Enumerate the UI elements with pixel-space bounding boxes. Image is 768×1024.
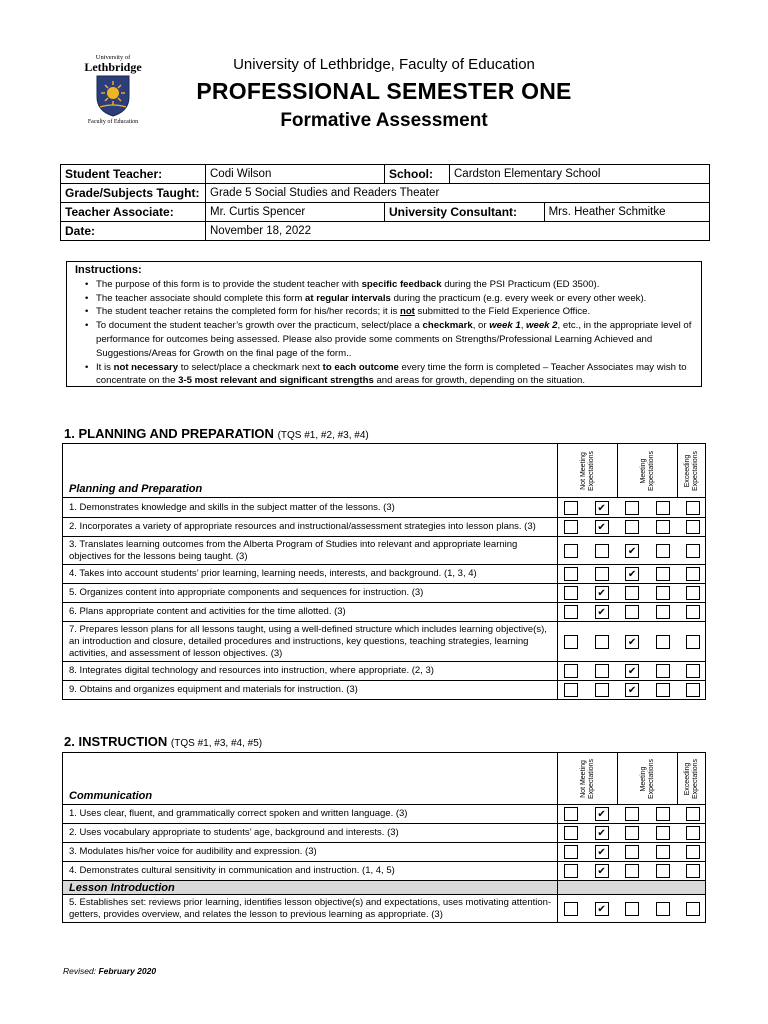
rating-cells xyxy=(558,805,706,824)
rating-checkbox[interactable] xyxy=(656,605,670,619)
rating-cells xyxy=(558,895,706,923)
grade-label: Grade/Subjects Taught: xyxy=(61,184,206,203)
checkmark-icon: ✔ xyxy=(597,588,606,599)
rating-checkbox[interactable] xyxy=(686,635,700,649)
table-row xyxy=(63,518,706,537)
checkmark-icon: ✔ xyxy=(627,636,637,648)
rating-cells xyxy=(558,681,706,700)
rating-checkbox[interactable] xyxy=(686,501,700,515)
rating-cells xyxy=(558,862,706,881)
checkmark-icon: ✔ xyxy=(627,569,637,580)
rating-checkbox[interactable] xyxy=(625,567,639,581)
rating-checkbox[interactable] xyxy=(564,605,578,619)
rating-checkbox[interactable] xyxy=(686,845,700,859)
rating-cells xyxy=(558,824,706,843)
col-label: Meeting Expectations xyxy=(639,450,655,491)
rating-cells xyxy=(558,537,706,565)
checkmark-icon: ✔ xyxy=(597,607,606,618)
rating-checkbox[interactable] xyxy=(625,605,639,619)
date-label: Date: xyxy=(61,222,206,241)
outcome-text: 4. Takes into account students’ prior learning, learning needs, interests, and background. (1, 3, 4) xyxy=(63,565,558,584)
outcome-text: 6. Plans appropriate content and activities for the time allotted. (3) xyxy=(63,603,558,622)
page-subtitle: Formative Assessment xyxy=(280,110,488,131)
rating-checkbox[interactable] xyxy=(595,544,609,558)
rating-cells xyxy=(558,518,706,537)
rating-checkbox[interactable] xyxy=(595,605,609,619)
logo-line-3: Faculty of Education xyxy=(87,119,139,125)
instruction-item: • The student teacher retains the completed form for his/her records; it is not submitted to the Field Experience Office. xyxy=(85,305,701,319)
rating-cells xyxy=(558,843,706,862)
rating-checkbox[interactable] xyxy=(656,567,670,581)
rating-checkbox[interactable] xyxy=(595,683,609,697)
col-label: Not Meeting Expectations xyxy=(579,758,595,799)
rating-checkbox[interactable] xyxy=(656,807,670,821)
rating-checkbox[interactable] xyxy=(686,807,700,821)
col-meeting xyxy=(618,753,678,805)
rating-checkbox[interactable] xyxy=(625,544,639,558)
rating-checkbox[interactable] xyxy=(595,501,609,515)
planning-table xyxy=(62,443,706,700)
rating-checkbox[interactable] xyxy=(656,864,670,878)
outcome-text: 5. Organizes content into appropriate components and sequences for instruction. (3) xyxy=(63,584,558,603)
table-row xyxy=(63,565,706,584)
rating-checkbox[interactable] xyxy=(686,544,700,558)
rating-checkbox[interactable] xyxy=(564,683,578,697)
rating-checkbox[interactable] xyxy=(625,683,639,697)
rating-checkbox[interactable] xyxy=(686,864,700,878)
rating-checkbox[interactable] xyxy=(595,664,609,678)
rating-checkbox[interactable] xyxy=(564,544,578,558)
table-row xyxy=(63,843,706,862)
rating-checkbox[interactable] xyxy=(656,902,670,916)
rating-checkbox[interactable] xyxy=(686,567,700,581)
rating-checkbox[interactable] xyxy=(564,902,578,916)
rating-cells xyxy=(558,584,706,603)
table-row xyxy=(63,805,706,824)
rating-cells xyxy=(558,565,706,584)
rating-checkbox[interactable] xyxy=(564,567,578,581)
rating-checkbox[interactable] xyxy=(686,664,700,678)
col-label: Meeting Expectations xyxy=(639,758,655,799)
rating-checkbox[interactable] xyxy=(656,520,670,534)
table-row xyxy=(63,498,706,518)
logo-line-2: Lethbridge xyxy=(84,60,142,74)
revised-footer: Revised: February 2020 xyxy=(63,966,157,976)
checkmark-icon: ✔ xyxy=(627,685,637,696)
page-title: PROFESSIONAL SEMESTER ONE xyxy=(196,78,572,104)
col-label: Not Meeting Expectations xyxy=(579,450,595,491)
rating-checkbox[interactable] xyxy=(564,807,578,821)
rating-checkbox[interactable] xyxy=(625,586,639,600)
rating-checkbox[interactable] xyxy=(564,845,578,859)
checkmark-icon: ✔ xyxy=(597,828,606,839)
university-consultant-field[interactable]: Mrs. Heather Schmitke xyxy=(544,203,709,222)
table-header: Communication xyxy=(63,753,558,805)
checkmark-icon: ✔ xyxy=(597,866,606,877)
outcome-text: 4. Demonstrates cultural sensitivity in communication and instruction. (1, 4, 5) xyxy=(63,862,558,881)
rating-cells xyxy=(558,662,706,681)
outcome-text: 5. Establishes set: reviews prior learning, identifies lesson objective(s) and expectations, uses motivating attention-getters, provides overview, and relates the lesson to previous learning as appropriate. (3) xyxy=(63,895,558,923)
outcome-text: 9. Obtains and organizes equipment and materials for instruction. (3) xyxy=(63,681,558,700)
student-teacher-field[interactable]: Codi Wilson xyxy=(206,165,385,184)
rating-checkbox[interactable] xyxy=(625,807,639,821)
rating-checkbox[interactable] xyxy=(625,864,639,878)
rating-checkbox[interactable] xyxy=(564,586,578,600)
rating-checkbox[interactable] xyxy=(564,864,578,878)
instruction-table xyxy=(62,752,706,923)
table-row xyxy=(63,681,706,700)
checkmark-icon: ✔ xyxy=(597,903,606,915)
table-row xyxy=(63,862,706,881)
rating-checkbox[interactable] xyxy=(564,826,578,840)
rating-checkbox[interactable] xyxy=(595,902,609,916)
table-row xyxy=(63,622,706,662)
col-label: Exceeding Expectations xyxy=(683,758,699,799)
rating-checkbox[interactable] xyxy=(656,586,670,600)
table-row xyxy=(63,584,706,603)
rating-checkbox[interactable] xyxy=(656,683,670,697)
rating-checkbox[interactable] xyxy=(595,826,609,840)
rating-cells xyxy=(558,498,706,518)
rating-checkbox[interactable] xyxy=(625,902,639,916)
rating-checkbox[interactable] xyxy=(625,826,639,840)
rating-checkbox[interactable] xyxy=(595,586,609,600)
col-not-meeting xyxy=(558,444,618,498)
rating-checkbox[interactable] xyxy=(686,683,700,697)
instructions-box xyxy=(66,261,702,387)
rating-checkbox[interactable] xyxy=(656,845,670,859)
rating-checkbox[interactable] xyxy=(656,826,670,840)
rating-checkbox[interactable] xyxy=(564,664,578,678)
checkmark-icon: ✔ xyxy=(597,502,606,514)
table-row xyxy=(63,603,706,622)
subheader-fill xyxy=(558,881,706,895)
university-heading: University of Lethbridge, Faculty of Education xyxy=(233,56,535,73)
table-row xyxy=(63,895,706,923)
instruction-item: • It is not necessary to select/place a checkmark next to each outcome every time the form is completed – Teacher Associates may wish to concentrate on the 3-5 most relevant and significant strengths and areas for growth, depending on the situation. xyxy=(85,361,701,389)
section-1-title: 1. PLANNING AND PREPARATION (TQS #1, #2, #3, #4) xyxy=(64,426,369,441)
table-header: Planning and Preparation xyxy=(63,444,558,498)
outcome-text: 8. Integrates digital technology and resources into instruction, where appropriate. (2, 3) xyxy=(63,662,558,681)
rating-checkbox[interactable] xyxy=(656,501,670,515)
outcome-text: 3. Translates learning outcomes from the Alberta Program of Studies into relevant and appropriate learning objectives for the lessons being taught. (3) xyxy=(63,537,558,565)
rating-cells xyxy=(558,622,706,662)
rating-checkbox[interactable] xyxy=(686,520,700,534)
rating-checkbox[interactable] xyxy=(625,635,639,649)
rating-checkbox[interactable] xyxy=(625,501,639,515)
rating-checkbox[interactable] xyxy=(686,902,700,916)
col-not-meeting xyxy=(558,753,618,805)
outcome-text: 2. Uses vocabulary appropriate to students’ age, background and interests. (3) xyxy=(63,824,558,843)
checkmark-icon: ✔ xyxy=(627,666,637,677)
instruction-item: • The purpose of this form is to provide the student teacher with specific feedback during the PSI Practicum (ED 3500). xyxy=(85,278,701,292)
rating-checkbox[interactable] xyxy=(595,864,609,878)
checkmark-icon: ✔ xyxy=(597,522,606,533)
rating-checkbox[interactable] xyxy=(686,826,700,840)
lesson-introduction-header: Lesson Introduction xyxy=(63,881,558,895)
rating-checkbox[interactable] xyxy=(595,567,609,581)
col-meeting xyxy=(618,444,678,498)
rating-checkbox[interactable] xyxy=(656,544,670,558)
rating-checkbox[interactable] xyxy=(595,635,609,649)
checkmark-icon: ✔ xyxy=(627,545,637,557)
rating-checkbox[interactable] xyxy=(625,520,639,534)
section-2-title: 2. INSTRUCTION (TQS #1, #3, #4, #5) xyxy=(64,734,263,749)
instructions-title: Instructions: xyxy=(75,264,142,276)
col-label: Exceeding Expectations xyxy=(683,450,699,491)
rating-checkbox[interactable] xyxy=(625,664,639,678)
rating-checkbox[interactable] xyxy=(656,664,670,678)
rating-checkbox[interactable] xyxy=(564,635,578,649)
rating-checkbox[interactable] xyxy=(686,605,700,619)
school-label: School: xyxy=(385,165,450,184)
rating-checkbox[interactable] xyxy=(595,520,609,534)
grade-field[interactable]: Grade 5 Social Studies and Readers Theater xyxy=(206,184,710,203)
outcome-text: 2. Incorporates a variety of appropriate resources and instructional/assessment strategies into lesson plans. (3) xyxy=(63,518,558,537)
rating-checkbox[interactable] xyxy=(595,845,609,859)
table-row xyxy=(63,662,706,681)
outcome-text: 1. Demonstrates knowledge and skills in the subject matter of the lessons. (3) xyxy=(63,498,558,518)
logo-line-1: University of xyxy=(95,54,131,61)
rating-checkbox[interactable] xyxy=(686,586,700,600)
rating-checkbox[interactable] xyxy=(625,845,639,859)
checkmark-icon: ✔ xyxy=(597,809,606,820)
date-field[interactable]: November 18, 2022 xyxy=(206,222,710,241)
table-row xyxy=(63,824,706,843)
student-teacher-label: Student Teacher: xyxy=(61,165,206,184)
rating-cells xyxy=(558,603,706,622)
university-consultant-label: University Consultant: xyxy=(385,203,545,222)
instruction-item: • To document the student teacher’s growth over the practicum, select/place a checkmark, or week 1, week 2, etc., in the appropriate level of performance for outcomes being assessed. Please also provide some comments on Strengths/Professional Learning Achieved and Suggestions/Areas for Growth on the final page of the form.. xyxy=(85,319,701,360)
col-exceeding xyxy=(678,753,706,805)
student-info-table xyxy=(60,164,710,241)
teacher-associate-label: Teacher Associate: xyxy=(61,203,206,222)
rating-checkbox[interactable] xyxy=(595,807,609,821)
school-field[interactable]: Cardston Elementary School xyxy=(450,165,710,184)
col-exceeding xyxy=(678,444,706,498)
rating-checkbox[interactable] xyxy=(564,501,578,515)
table-row xyxy=(63,537,706,565)
rating-checkbox[interactable] xyxy=(564,520,578,534)
teacher-associate-field[interactable]: Mr. Curtis Spencer xyxy=(206,203,385,222)
outcome-text: 3. Modulates his/her voice for audibility and expression. (3) xyxy=(63,843,558,862)
checkmark-icon: ✔ xyxy=(597,847,606,858)
outcome-text: 7. Prepares lesson plans for all lessons taught, using a well-defined structure which includes learning objective(s), an introduction and closure, detailed procedures and instructions, key questions, teaching strategies, learning activities, and assessment of lesson objectives. (3) xyxy=(63,622,558,662)
outcome-text: 1. Uses clear, fluent, and grammatically correct spoken and written language. (3) xyxy=(63,805,558,824)
rating-checkbox[interactable] xyxy=(656,635,670,649)
instruction-item: • The teacher associate should complete this form at regular intervals during the practicum (e.g. every week or every other week). xyxy=(85,292,701,306)
